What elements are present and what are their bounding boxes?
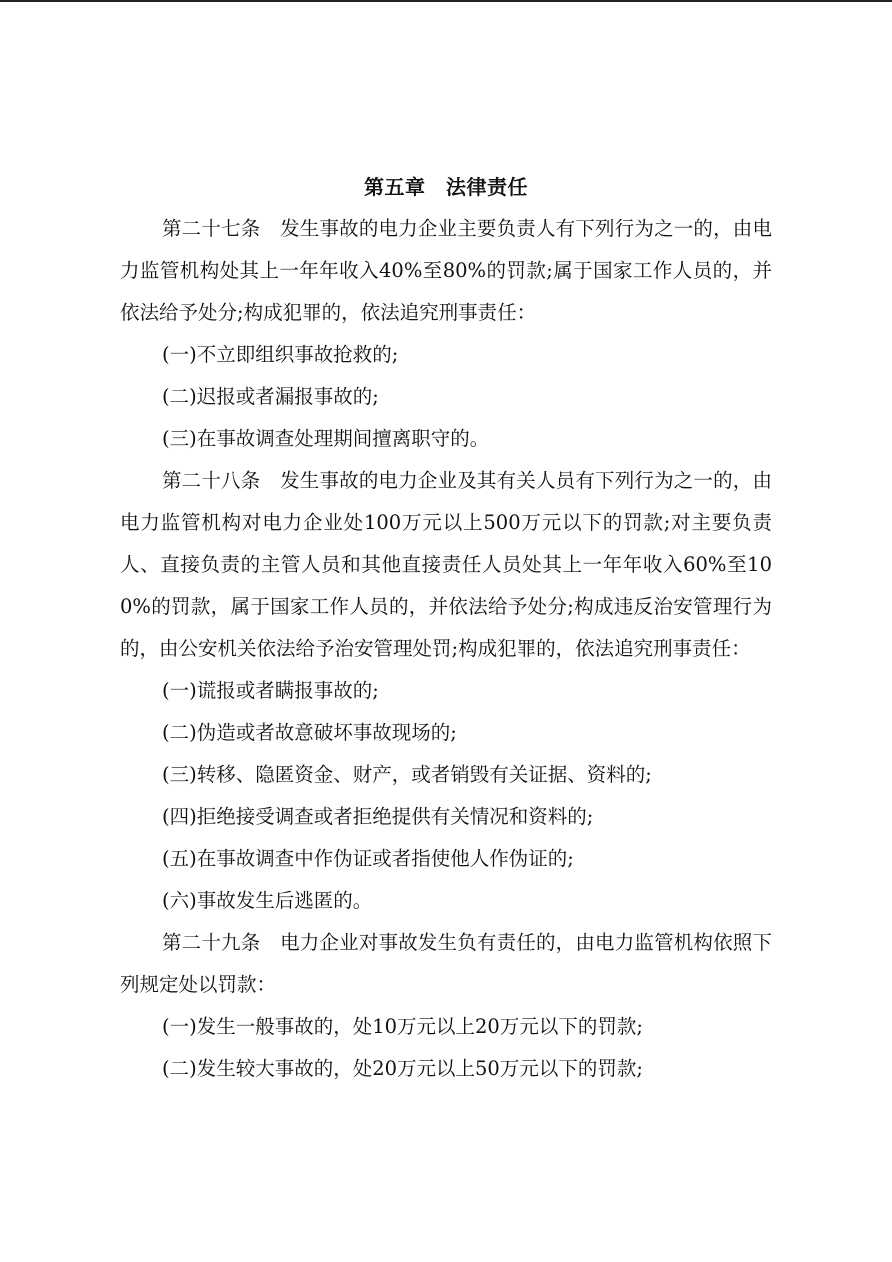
article-29-item-1: (一)发生一般事故的，处10万元以上20万元以下的罚款; xyxy=(162,1015,643,1038)
article-29-item-2: (二)发生较大事故的，处20万元以上50万元以下的罚款; xyxy=(162,1057,643,1080)
article-28-item-1: (一)谎报或者瞒报事故的; xyxy=(162,679,379,702)
article-28-item-2: (二)伪造或者故意破坏事故现场的; xyxy=(162,721,457,744)
article-27-item-1: (一)不立即组织事故抢救的; xyxy=(162,343,399,366)
article-28-item-3: (三)转移、隐匿资金、财产，或者销毁有关证据、资料的; xyxy=(162,763,652,786)
article-29-text: 第二十九条 电力企业对事故发生负有责任的，由电力监管机构依照下列规定处以罚款： xyxy=(120,931,772,996)
article-27-item-3: (三)在事故调查处理期间擅离职守的。 xyxy=(162,427,490,450)
article-27-text: 第二十七条 发生事故的电力企业主要负责人有下列行为之一的，由电力监管机构处其上一年年收入40%至80%的罚款;属于国家工作人员的，并依法给予处分;构成犯罪的，依法追究刑事责任： xyxy=(120,217,772,324)
article-28-item-6: (六)事故发生后逃匿的。 xyxy=(162,889,373,912)
article-27-item-2: (二)迟报或者漏报事故的; xyxy=(162,385,379,408)
top-border-line xyxy=(0,0,892,2)
document-page xyxy=(120,166,772,1090)
chapter-title: 第五章 法律责任 xyxy=(364,175,528,199)
article-28-item-4: (四)拒绝接受调查或者拒绝提供有关情况和资料的; xyxy=(162,805,594,828)
article-28-text: 第二十八条 发生事故的电力企业及其有关人员有下列行为之一的，由电力监管机构对电力企业处100万元以上500万元以下的罚款;对主要负责人、直接负责的主管人员和其他直接责任人员处其上一年年收入60%至100%的罚款，属于国家工作人员的，并依法给予处分;构成违反治安管理行为的，由公安机关依法给予治安管理处罚;构成犯罪的，依法追究刑事责任： xyxy=(120,469,772,660)
article-28-item-5: (五)在事故调查中作伪证或者指使他人作伪证的; xyxy=(162,847,574,870)
